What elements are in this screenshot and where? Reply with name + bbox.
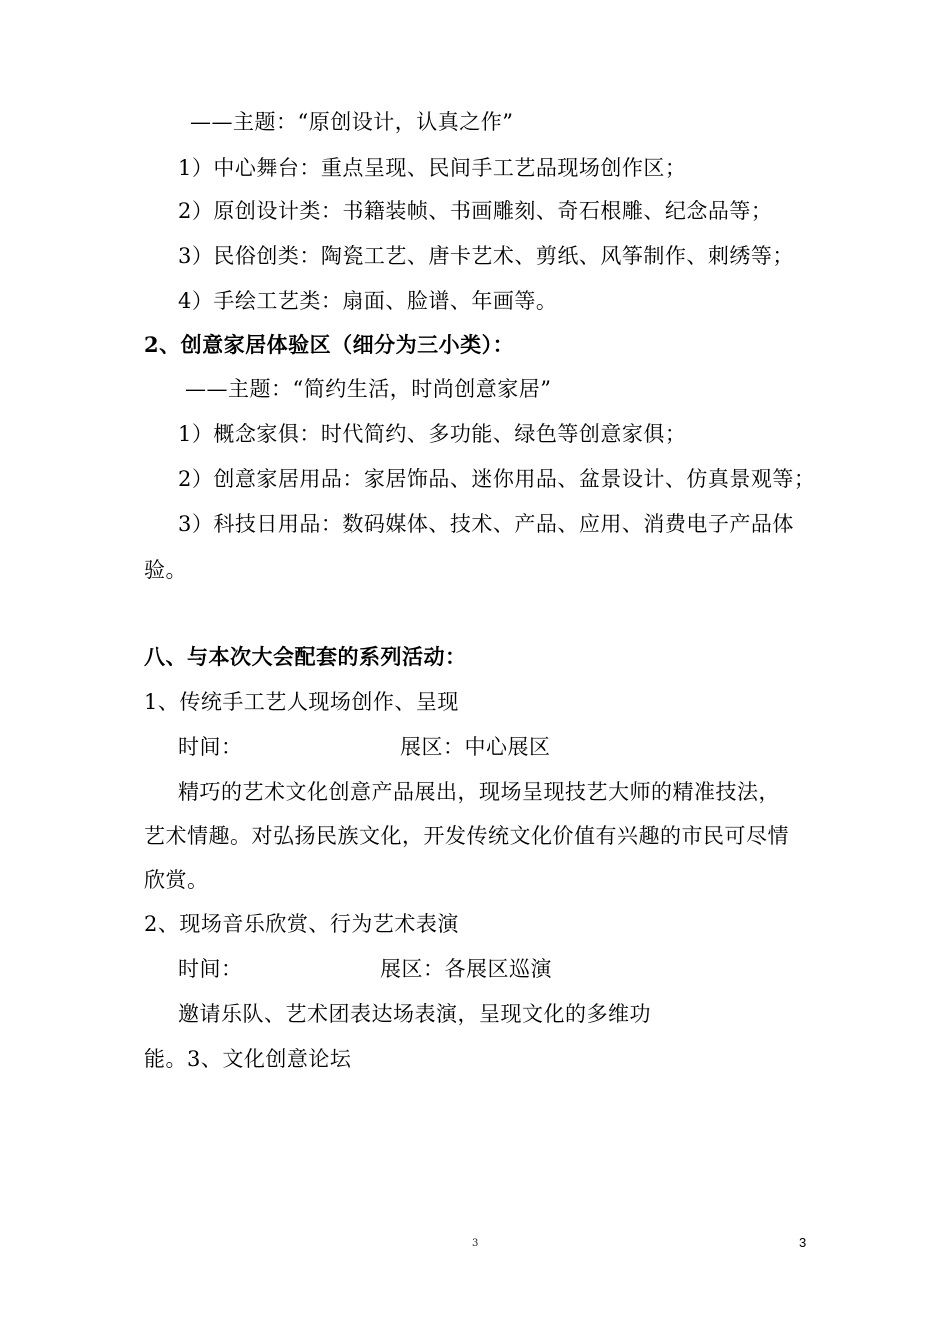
footer-right-page-number: 3: [799, 1235, 807, 1250]
list-item: 4）手绘工艺类：扇面、脸谱、年画等。: [178, 289, 558, 313]
activity-description: 能。3、文化创意论坛: [144, 1047, 352, 1071]
list-item: 1）概念家俱：时代简约、多功能、绿色等创意家俱；: [178, 422, 687, 446]
activity-description: 欣赏。: [144, 868, 209, 892]
activity-title: 1、传统手工艺人现场创作、呈现: [144, 690, 459, 714]
activity-description: 艺术情趣。对弘扬民族文化，开发传统文化价值有兴趣的市民可尽情: [144, 824, 789, 848]
activity-title: 2、现场音乐欣赏、行为艺术表演: [144, 912, 459, 936]
list-item: 1）中心舞台：重点呈现、民间手工艺品现场创作区；: [178, 156, 687, 180]
theme-original-design: ——主题：“原创设计，认真之作”: [190, 110, 514, 134]
footer-center-page-number: 3: [472, 1238, 479, 1249]
activity-area: 展区：中心展区: [400, 735, 551, 759]
activity-description: 邀请乐队、艺术团表达场表演，呈现文化的多维功: [178, 1002, 651, 1026]
list-item: 3）科技日用品：数码媒体、技术、产品、应用、消费电子产品体: [178, 512, 794, 536]
list-item: 2）创意家居用品：家居饰品、迷你用品、盆景设计、仿真景观等；: [178, 467, 816, 491]
heading-section-eight: 八、与本次大会配套的系列活动：: [144, 644, 467, 669]
activity-time-label: 时间：: [178, 957, 243, 981]
list-item: 3）民俗创类：陶瓷工艺、唐卡艺术、剪纸、风筝制作、刺绣等；: [178, 244, 794, 268]
activity-description: 精巧的艺术文化创意产品展出，现场呈现技艺大师的精准技法，: [178, 780, 780, 804]
list-item: 2）原创设计类：书籍装帧、书画雕刻、奇石根雕、纪念品等；: [178, 199, 773, 223]
activity-area: 展区：各展区巡演: [380, 957, 552, 981]
heading-creative-home: 2、创意家居体验区（细分为三小类）：: [144, 332, 515, 357]
list-item-continuation: 验。: [144, 558, 187, 582]
theme-simple-life: ——主题：“简约生活，时尚创意家居”: [185, 377, 552, 401]
activity-time-label: 时间：: [178, 735, 243, 759]
